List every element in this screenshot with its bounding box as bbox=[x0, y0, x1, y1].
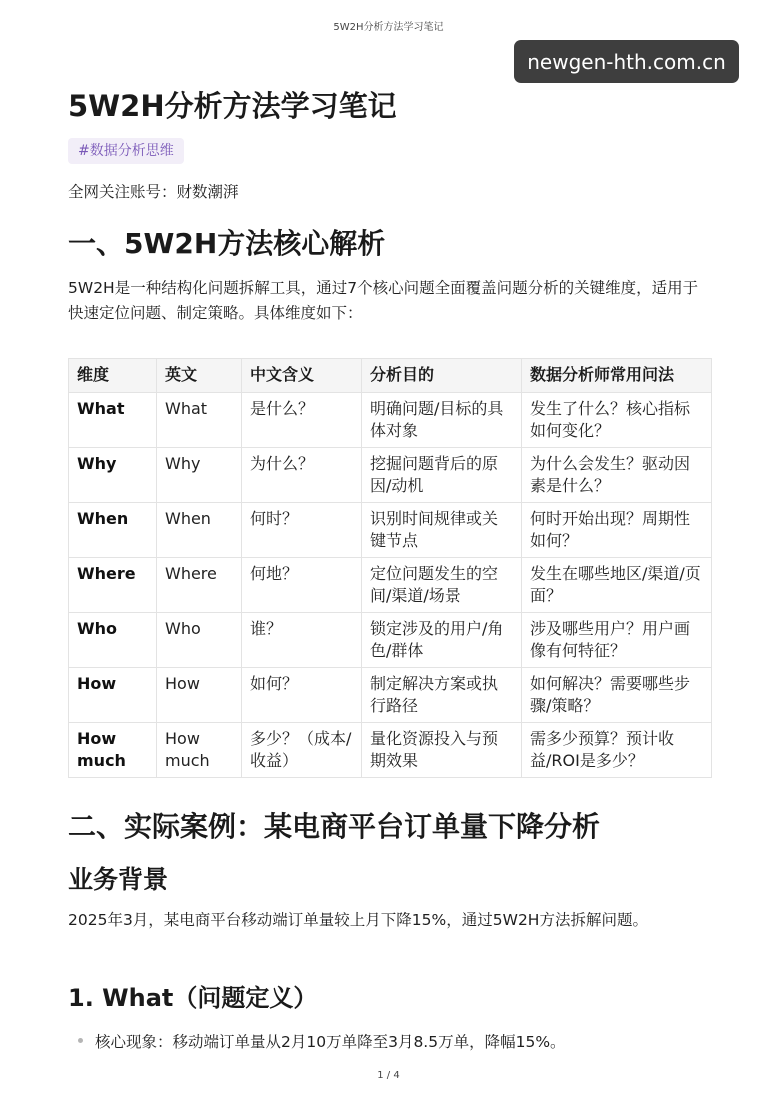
table-cell: 挖掘问题背后的原因/动机 bbox=[362, 448, 522, 503]
page-number: 1 / 4 bbox=[377, 1070, 400, 1081]
table-header: 英文 bbox=[157, 359, 242, 393]
business-background-text: 2025年3月，某电商平台移动端订单量较上月下降15%，通过5W2H方法拆解问题。 bbox=[68, 911, 648, 929]
section2-heading: 二、实际案例：某电商平台订单量下降分析 bbox=[68, 810, 601, 843]
table-cell: When bbox=[157, 503, 242, 558]
account-line: 全网关注账号：财数潮湃 bbox=[68, 183, 239, 201]
table-cell: 制定解决方案或执行路径 bbox=[362, 668, 522, 723]
table-cell: 是什么？ bbox=[242, 393, 362, 448]
table-cell: How much bbox=[69, 723, 157, 778]
table-cell: 发生了什么？核心指标如何变化？ bbox=[522, 393, 712, 448]
table-cell: 明确问题/目标的具体对象 bbox=[362, 393, 522, 448]
table-cell: 何地？ bbox=[242, 558, 362, 613]
page-header: 5W2H分析方法学习笔记 bbox=[333, 22, 444, 33]
table-cell: 如何解决？需要哪些步骤/策略？ bbox=[522, 668, 712, 723]
table-cell: 何时？ bbox=[242, 503, 362, 558]
table-cell: Who bbox=[69, 613, 157, 668]
table-cell: What bbox=[69, 393, 157, 448]
table-cell: Why bbox=[157, 448, 242, 503]
table-header: 分析目的 bbox=[362, 359, 522, 393]
table-cell: 发生在哪些地区/渠道/页面？ bbox=[522, 558, 712, 613]
table-header: 中文含义 bbox=[242, 359, 362, 393]
topic-tag[interactable]: #数据分析思维 bbox=[68, 138, 184, 164]
business-background-heading: 业务背景 bbox=[68, 865, 169, 894]
table-cell: Where bbox=[69, 558, 157, 613]
what-heading: 1. What（问题定义） bbox=[68, 984, 318, 1012]
table-cell: Where bbox=[157, 558, 242, 613]
section1-heading: 一、5W2H方法核心解析 bbox=[68, 227, 386, 260]
table-cell: 锁定涉及的用户/角色/群体 bbox=[362, 613, 522, 668]
table-cell: 为什么会发生？驱动因素是什么？ bbox=[522, 448, 712, 503]
dimensions-table bbox=[68, 358, 712, 778]
table-header: 数据分析师常用问法 bbox=[522, 359, 712, 393]
table-row bbox=[69, 393, 712, 448]
table-cell: How much bbox=[157, 723, 242, 778]
table-cell: 定位问题发生的空间/渠道/场景 bbox=[362, 558, 522, 613]
table-cell: 谁？ bbox=[242, 613, 362, 668]
list-item bbox=[78, 1030, 566, 1052]
section1-intro: 5W2H是一种结构化问题拆解工具，通过7个核心问题全面覆盖问题分析的关键维度，适用于快速定位问题、制定策略。具体维度如下： bbox=[68, 279, 699, 322]
table-cell: 量化资源投入与预期效果 bbox=[362, 723, 522, 778]
table-cell: 识别时间规律或关键节点 bbox=[362, 503, 522, 558]
list-item-text: 核心现象：移动端订单量从2月10万单降至3月8.5万单，降幅15%。 bbox=[95, 1033, 566, 1051]
table-cell: What bbox=[157, 393, 242, 448]
table-cell: 如何？ bbox=[242, 668, 362, 723]
table-row bbox=[69, 448, 712, 503]
doc-title: 5W2H分析方法学习笔记 bbox=[68, 89, 397, 123]
table-cell: How bbox=[157, 668, 242, 723]
table-cell: 为什么？ bbox=[242, 448, 362, 503]
bullet-icon bbox=[78, 1038, 83, 1043]
table-cell: 需多少预算？预计收益/ROI是多少？ bbox=[522, 723, 712, 778]
watermark: newgen-hth.com.cn bbox=[514, 40, 739, 83]
table-cell: 涉及哪些用户？用户画像有何特征？ bbox=[522, 613, 712, 668]
table-row bbox=[69, 503, 712, 558]
table-row bbox=[69, 613, 712, 668]
table-cell: When bbox=[69, 503, 157, 558]
table-row bbox=[69, 668, 712, 723]
table-row bbox=[69, 558, 712, 613]
table-cell: 何时开始出现？周期性如何？ bbox=[522, 503, 712, 558]
table-cell: Who bbox=[157, 613, 242, 668]
table-cell: Why bbox=[69, 448, 157, 503]
table-cell: 多少？（成本/收益） bbox=[242, 723, 362, 778]
table-row bbox=[69, 723, 712, 778]
table-header: 维度 bbox=[69, 359, 157, 393]
table-header-row bbox=[69, 359, 712, 393]
table-cell: How bbox=[69, 668, 157, 723]
